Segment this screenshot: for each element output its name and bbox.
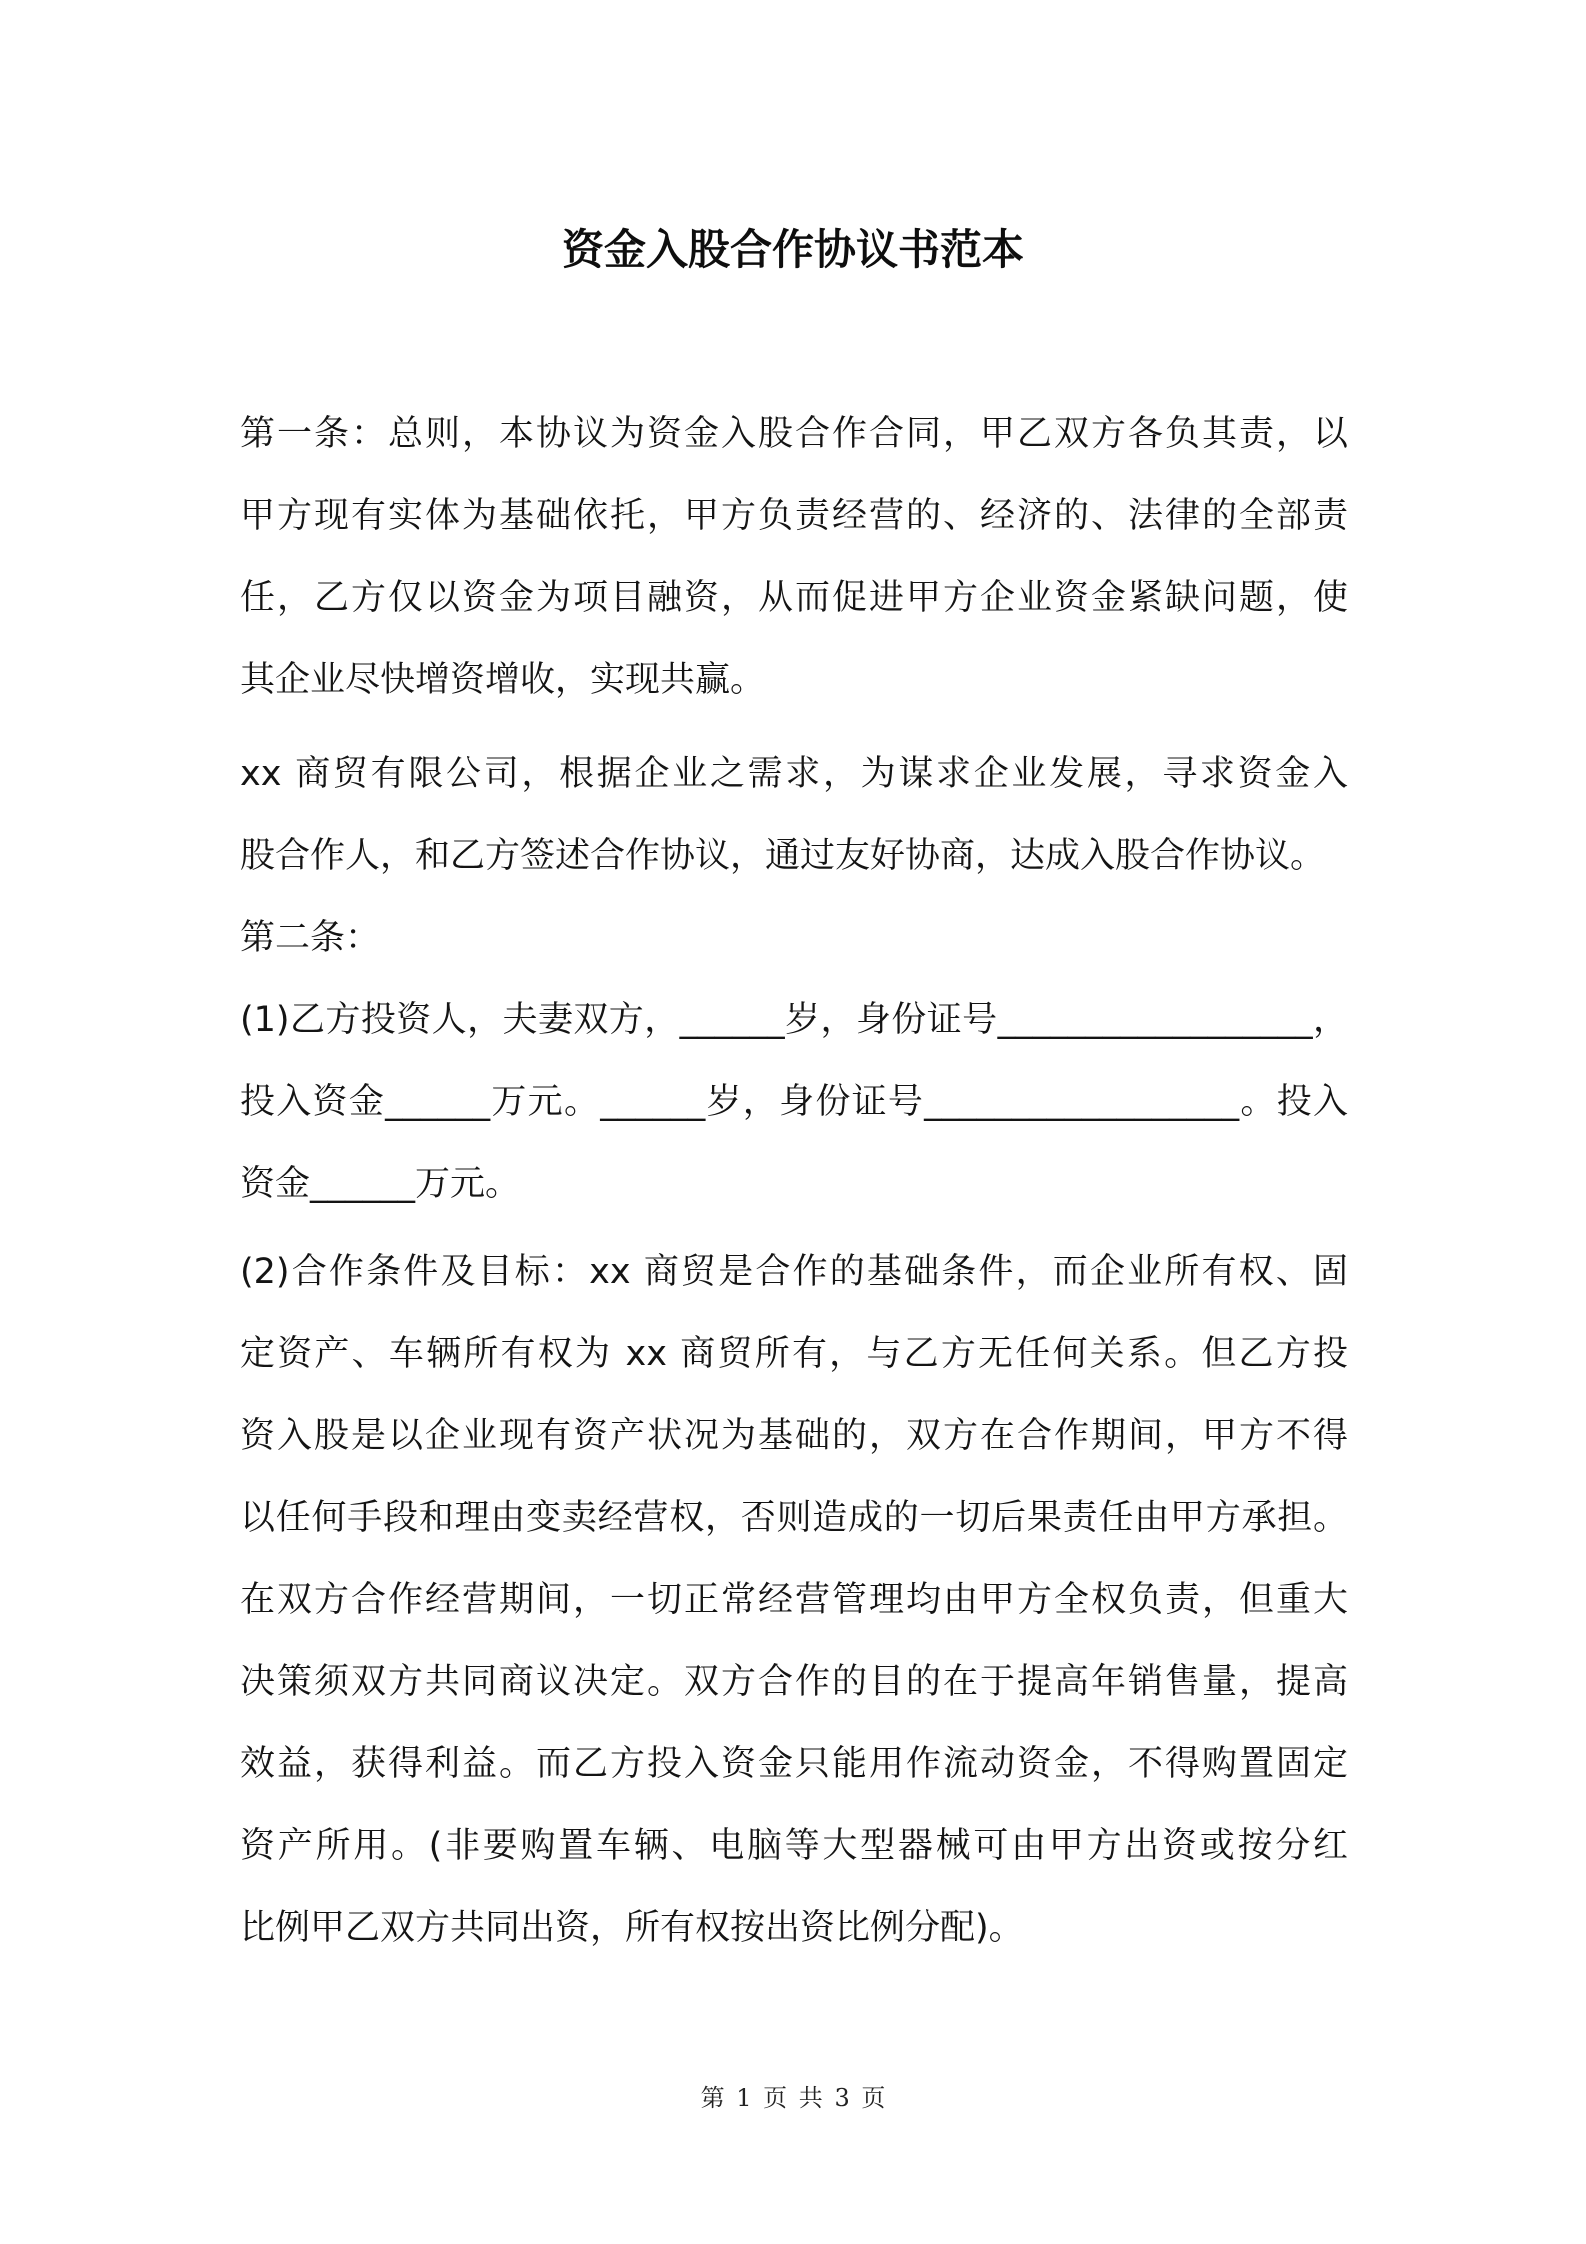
text-line: 投入资金______万元。______岁，身份证号__________________。投入 bbox=[240, 1082, 1348, 1122]
paragraph-article-2-heading bbox=[240, 897, 1348, 979]
paragraph-operation-terms bbox=[240, 1559, 1348, 1969]
text-line: 在双方合作经营期间，一切正常经营管理均由甲方全权负责，但重大 bbox=[240, 1580, 1348, 1620]
text-line: 第二条： bbox=[240, 918, 381, 958]
text-line: 资金______万元。 bbox=[240, 1164, 521, 1204]
paragraph-clause-1 bbox=[240, 979, 1348, 1225]
text-line: 第一条：总则，本协议为资金入股合作合同，甲乙双方各负其责，以 bbox=[240, 414, 1348, 454]
page-footer: 第 1 页 共 3 页 bbox=[700, 2084, 886, 2112]
text-line: 资产所用。(非要购置车辆、电脑等大型器械可由甲方出资或按分红 bbox=[240, 1826, 1348, 1866]
text-line: 股合作人，和乙方签述合作协议，通过友好协商，达成入股合作协议。 bbox=[240, 836, 1326, 876]
text-line: 甲方现有实体为基础依托，甲方负责经营的、经济的、法律的全部责 bbox=[240, 496, 1348, 536]
text-line: (2)合作条件及目标：xx 商贸是合作的基础条件，而企业所有权、固 bbox=[240, 1252, 1348, 1292]
text-line: (1)乙方投资人，夫妻双方，______岁，身份证号__________________， bbox=[240, 1000, 1348, 1040]
paragraph-company-intro bbox=[240, 733, 1348, 897]
text-line: 任，乙方仅以资金为项目融资，从而促进甲方企业资金紧缺问题，使 bbox=[240, 578, 1348, 618]
text-line: 决策须双方共同商议决定。双方合作的目的在于提高年销售量，提高 bbox=[240, 1662, 1348, 1702]
text-line: 定资产、车辆所有权为 xx 商贸所有，与乙方无任何关系。但乙方投 bbox=[240, 1334, 1348, 1374]
text-line: 效益，获得利益。而乙方投入资金只能用作流动资金，不得购置固定 bbox=[240, 1744, 1348, 1784]
paragraph-article-1 bbox=[240, 393, 1348, 721]
text-line: xx 商贸有限公司，根据企业之需求，为谋求企业发展，寻求资金入 bbox=[240, 754, 1348, 794]
text-line: 比例甲乙双方共同出资，所有权按出资比例分配)。 bbox=[240, 1908, 1024, 1948]
text-line: 其企业尽快增资增收，实现共赢。 bbox=[240, 660, 766, 700]
text-line: 资入股是以企业现有资产状况为基础的，双方在合作期间，甲方不得 bbox=[240, 1416, 1348, 1456]
text-line: 以任何手段和理由变卖经营权，否则造成的一切后果责任由甲方承担。 bbox=[240, 1498, 1348, 1538]
document-body bbox=[240, 393, 1348, 1969]
paragraph-clause-2 bbox=[240, 1231, 1348, 1559]
document-title: 资金入股合作协议书范本 bbox=[561, 225, 1024, 274]
